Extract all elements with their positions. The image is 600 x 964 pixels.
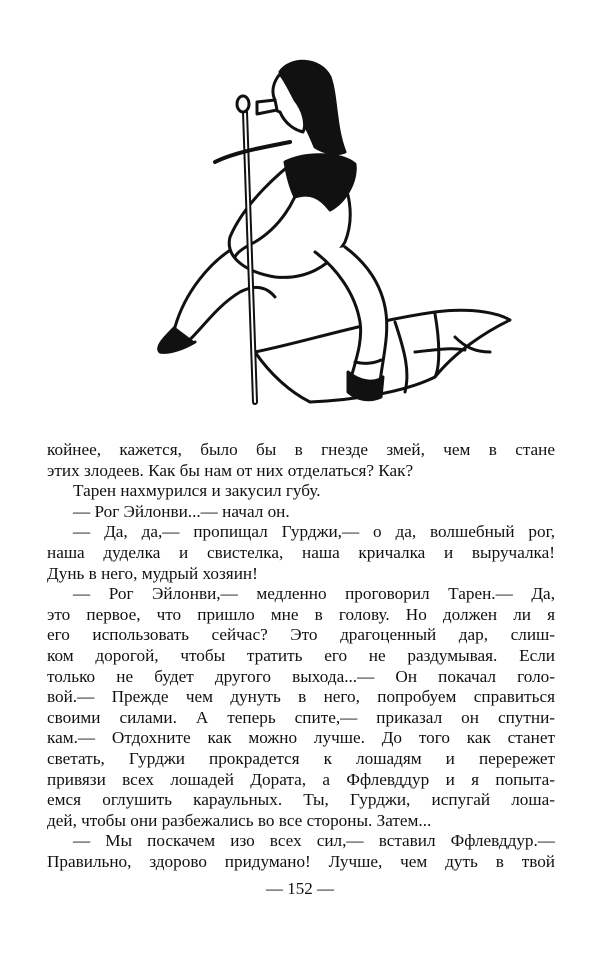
text-line: — Мы поскачем изо всех сил,— вставил Ффлевддур.— xyxy=(73,831,555,851)
page-number: — 152 — xyxy=(266,879,334,898)
text-line: емся оглушить караульных. Ты, Гурджи, испугай лоша- xyxy=(47,790,555,810)
body-text xyxy=(47,440,555,872)
text-line: привязи всех лошадей Дората, а Ффлевддур и я попыта- xyxy=(47,769,555,789)
text-line: только не будет другого выхода...— Он покачал голо- xyxy=(47,666,555,686)
text-line: — Рог Эйлонви...— начал он. xyxy=(73,501,290,521)
text-line: койнее, кажется, было бы в гнезде змей, чем в стане xyxy=(47,440,555,459)
text-line: — Да, да,— пропищал Гурджи,— о да, волшебный рог, xyxy=(73,522,555,542)
text-line: кам.— Отдохните как можно лучше. До того как станет xyxy=(47,728,555,748)
text-line: светать, Гурджи прокрадется к лошадям и перережет xyxy=(47,748,555,768)
text-line: Дунь в него, мудрый хозяин! xyxy=(47,563,258,583)
text-line: наша дуделка и свистелка, наша кричалка и выручалка! xyxy=(47,542,555,562)
text-line: дей, чтобы они разбежались во все стороны. Затем... xyxy=(47,810,432,830)
text-line: Правильно, здорово придумано! Лучше, чем дуть в твой xyxy=(47,851,555,871)
text-line: вой.— Прежде чем дунуть в него, попробуем справиться xyxy=(47,687,555,707)
text-line: этих злодеев. Как бы нам от них отделаться? Как? xyxy=(47,460,414,480)
text-line: — Рог Эйлонви,— медленно проговорил Тарен.— Да, xyxy=(73,584,555,604)
horn xyxy=(257,100,277,114)
sword-crossguard xyxy=(215,142,290,162)
text-line: его использовать сейчас? Это драгоценный дар, слиш- xyxy=(47,625,555,645)
text-line: ком дорогой, чтобы тратить его не раздумывая. Если xyxy=(47,645,555,665)
text-line: своими силами. А теперь спите,— приказал он спутни- xyxy=(47,707,555,727)
warrior-illustration xyxy=(105,52,515,420)
text-line: Тарен нахмурился и закусил губу. xyxy=(73,481,321,501)
text-line: это первое, что пришло мне в голову. Но должен ли я xyxy=(47,604,555,624)
